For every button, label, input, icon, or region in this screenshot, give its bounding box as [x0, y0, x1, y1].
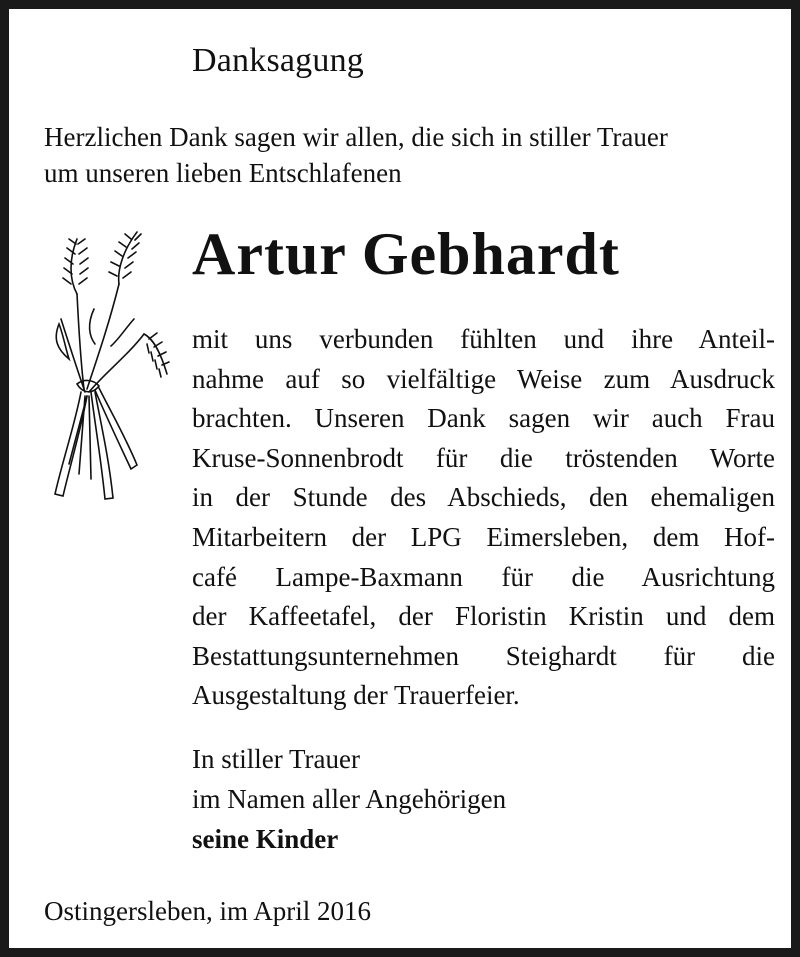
notice-heading: Danksagung: [192, 42, 364, 79]
body-line: Bestattungsunternehmen Steighardt für die: [192, 640, 775, 671]
deceased-name: Artur Gebhardt: [192, 221, 620, 287]
place-date: Ostingersleben, im April 2016: [44, 896, 371, 926]
intro-text: [44, 119, 784, 191]
body-text: [192, 320, 775, 716]
body-line: der Kaffeetafel, der Floristin Kristin und dem: [192, 601, 775, 632]
body-line: Ausgestaltung der Trauerfeier.: [192, 680, 520, 711]
closing-line: im Namen aller Angehörigen: [192, 784, 507, 814]
signature: seine Kinder: [192, 824, 339, 854]
body-line: in der Stunde des Abschieds, den ehemaligen: [192, 482, 775, 513]
body-line: café Lampe-Baxmann für die Ausrichtung: [192, 561, 775, 592]
body-line: Kruse-Sonnenbrodt für die tröstenden Worte: [192, 442, 775, 473]
body-line: Mitarbeitern der LPG Eimersleben, dem Hof-: [192, 521, 775, 552]
body-line: brachten. Unseren Dank sagen wir auch Frau: [192, 403, 775, 434]
intro-line: um unseren lieben Entschlafenen: [44, 158, 402, 188]
intro-line: Herzlichen Dank sagen wir allen, die sich in stiller Trauer: [44, 122, 668, 152]
body-line: mit uns verbunden fühlten und ihre Anteil-: [192, 324, 775, 354]
body-line: nahme auf so vielfältige Weise zum Ausdruck: [192, 363, 775, 394]
closing-block: [192, 739, 506, 859]
wheat-sheaf-icon: [39, 224, 179, 509]
closing-line: In stiller Trauer: [192, 744, 360, 774]
